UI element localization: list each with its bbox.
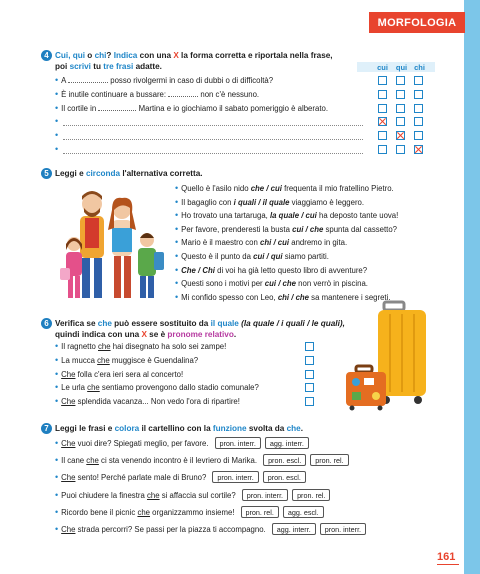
function-tag[interactable]: pron. rel.	[241, 506, 279, 518]
answer-blank[interactable]	[68, 76, 108, 83]
bullet-icon: •	[55, 144, 59, 154]
answer-blank[interactable]	[168, 90, 198, 97]
instr-part: adatte.	[133, 62, 162, 71]
checkbox-cui[interactable]	[378, 131, 387, 140]
sentence-text: ci sta venendo incontro è il levriero di Marika.	[98, 456, 258, 466]
exercise-number: 5	[41, 168, 52, 179]
bullet-icon: •	[55, 382, 59, 393]
checkbox-qui-checked[interactable]	[396, 131, 405, 140]
sentence-text: Mario è il maestro con	[181, 238, 261, 248]
sentence-text: si affaccia sul cortile?	[159, 490, 236, 500]
bullet-icon: •	[175, 291, 179, 302]
ex6-sentence	[55, 355, 198, 366]
family-illustration	[52, 178, 172, 306]
underlined-che: Che	[61, 369, 76, 379]
underlined-che: Che	[61, 439, 76, 448]
instr-part: ?	[106, 51, 114, 60]
bullet-icon: •	[175, 251, 179, 261]
bullet-icon: •	[55, 472, 59, 483]
instr-part: .	[233, 330, 237, 339]
instr-part: Indica	[113, 51, 138, 60]
bullet-icon: •	[175, 196, 179, 207]
sentence-text: sento! Perché parlate male di Bruno?	[75, 473, 207, 483]
sentence-text: sa mantenere i segreti.	[309, 292, 391, 302]
father-figure	[80, 191, 104, 298]
instr-part: la forma corretta e riportala nella frase,	[178, 51, 333, 60]
instr-part: che	[286, 424, 301, 433]
row-post: Martina e io giochiamo il sabato pomeriggio è alberato.	[136, 104, 328, 113]
bullet-icon: •	[55, 489, 59, 500]
ex5-sentence	[175, 278, 368, 289]
checkbox-chi[interactable]	[414, 90, 423, 99]
checkbox-chi[interactable]	[414, 76, 423, 85]
instr-part: chi	[94, 51, 107, 60]
instr-part: (la quale / i quali / le quali),	[238, 319, 345, 328]
ex7-sentence	[55, 455, 257, 466]
instr-part: o	[85, 51, 95, 60]
ex6-sentence	[55, 341, 226, 352]
bullet-icon: •	[55, 524, 59, 534]
ex4-free-row	[55, 130, 61, 141]
underlined-che: che	[146, 490, 160, 500]
sentence-text: spunta dal cassetto?	[323, 224, 397, 234]
sentence-text: muggisce è Guendalina?	[109, 355, 199, 365]
small-suitcase	[346, 366, 386, 411]
instr-part: può essere sostituito da	[111, 319, 211, 328]
sentence-text: sentiamo provengono dallo stadio comunale?	[99, 383, 259, 393]
sentence-text: Puoi chiudere la finestra	[61, 490, 147, 500]
instr-part: il quale	[210, 319, 239, 328]
sentence-text: viaggiamo è leggero.	[289, 197, 365, 207]
function-tag[interactable]: pron. escl.	[263, 471, 306, 483]
checkbox-qui[interactable]	[396, 90, 405, 99]
sentence-text: andremo in gita.	[289, 238, 348, 248]
instr-part: pronome relativo	[167, 330, 234, 339]
choice-options[interactable]: la quale / cui	[270, 211, 317, 221]
ex7-sentence	[55, 507, 235, 518]
bullet-icon: •	[55, 354, 59, 365]
choice-options[interactable]: chi / cui	[260, 238, 290, 248]
column-header-chi: chi	[414, 62, 425, 72]
ex4-free-row	[55, 116, 61, 127]
ex7-sentence	[55, 438, 209, 449]
function-tag[interactable]: pron. interr.	[212, 471, 258, 483]
free-sentence-line[interactable]	[63, 138, 363, 140]
checkbox-chi[interactable]	[414, 131, 423, 140]
instr-part: tu	[90, 62, 104, 71]
bullet-icon: •	[55, 368, 59, 379]
exercise-number: 4	[41, 50, 52, 61]
choice-options[interactable]: cui / qui	[253, 252, 283, 261]
column-header-cui: cui	[377, 62, 388, 72]
ex5-sentence	[175, 224, 397, 235]
exercise-4-instruction	[55, 50, 333, 72]
instr-part: poi	[55, 62, 70, 71]
instr-part: Verifica se	[55, 319, 98, 328]
sentence-text: Per favore, prenderesti la busta	[181, 224, 293, 234]
bullet-icon: •	[175, 183, 179, 193]
instr-part: X	[141, 330, 147, 339]
function-tag[interactable]: pron. rel.	[292, 489, 330, 501]
ex7-sentence	[55, 490, 236, 501]
bullet-icon: •	[55, 116, 59, 126]
underlined-che: che	[86, 456, 99, 466]
checkbox-chi-checked[interactable]	[414, 145, 423, 154]
checkbox-cui-checked[interactable]	[378, 117, 387, 126]
ex5-sentence	[175, 183, 394, 194]
bullet-icon: •	[55, 341, 59, 351]
bullet-icon: •	[175, 237, 179, 248]
sentence-text: siamo partiti.	[282, 252, 329, 261]
sentence-text: Mi confido spesso con Leo,	[181, 292, 278, 302]
ex6-sentence	[55, 382, 259, 393]
instr-part: svolta da	[246, 424, 287, 433]
sentence-text: non verrò in piscina.	[296, 279, 368, 289]
instr-part: quindi indica con una	[55, 330, 142, 339]
instr-part: colora	[114, 424, 140, 433]
sentence-text: Il cane	[61, 456, 87, 466]
girl-figure	[60, 237, 82, 298]
function-tag[interactable]: pron. interr.	[242, 489, 288, 501]
ex6-sentence	[55, 396, 240, 407]
exercise-7-instruction	[55, 423, 303, 434]
choice-options[interactable]: chi / che	[277, 292, 310, 302]
free-sentence-line[interactable]	[63, 152, 363, 154]
choice-options[interactable]: Che / Chi	[181, 265, 215, 275]
sentence-text: Questi sono i motivi per	[181, 279, 265, 289]
bullet-icon: •	[55, 103, 59, 113]
bullet-icon: •	[55, 89, 59, 99]
checkbox-qui[interactable]	[396, 117, 405, 126]
row-pre: È inutile continuare a bussare:	[61, 90, 169, 99]
relative-pronoun-checkbox[interactable]	[305, 383, 314, 392]
underlined-che: Che	[61, 525, 76, 534]
relative-pronoun-checkbox[interactable]	[305, 342, 314, 351]
bullet-icon: •	[175, 278, 179, 289]
bullet-icon: •	[55, 75, 59, 85]
instr-part: il cartellino con la	[139, 424, 213, 433]
function-tag[interactable]: agg. interr.	[265, 437, 309, 449]
sentence-text: La mucca	[61, 355, 98, 365]
page-number: 161	[437, 551, 456, 563]
page-edge-band	[464, 0, 480, 574]
function-tag[interactable]: pron. escl.	[263, 454, 306, 466]
underlined-che: che	[98, 342, 111, 351]
instr-part: Cui, qui	[55, 51, 86, 60]
instr-part: se è	[146, 330, 168, 339]
row-post: posso rivolgermi in caso di dubbi o di difficoltà?	[108, 76, 274, 85]
checkbox-chi[interactable]	[414, 117, 423, 126]
sentence-text: Ricordo bene il picnic	[61, 507, 138, 517]
bullet-icon: •	[175, 223, 179, 234]
checkbox-cui[interactable]	[378, 104, 387, 113]
underlined-che: che	[87, 383, 100, 393]
checkbox-qui[interactable]	[396, 145, 405, 154]
instr-part: .	[300, 424, 303, 433]
checkbox-cui[interactable]	[378, 145, 387, 154]
choice-options[interactable]: che / cui	[250, 184, 282, 193]
sentence-text: hai disegnato ha solo sei zampe!	[110, 342, 227, 351]
ex4-row	[55, 89, 259, 100]
free-sentence-line[interactable]	[63, 124, 363, 126]
instr-part: circonda	[85, 169, 121, 178]
sentence-text: di voi ha già letto questo libro di avventure?	[214, 265, 368, 275]
sentence-text: vuoi dire? Spiegati meglio, per favore.	[75, 439, 209, 448]
sentence-text: Le urla	[61, 383, 88, 393]
sentence-text: Questo è il punto da	[181, 252, 254, 261]
bullet-icon: •	[55, 455, 59, 466]
function-tag[interactable]: agg. escl.	[283, 506, 324, 518]
ex4-row	[55, 75, 273, 86]
bullet-icon: •	[175, 264, 179, 275]
checkbox-cui[interactable]	[378, 90, 387, 99]
ex5-sentence	[175, 265, 367, 276]
underlined-che: che	[97, 355, 110, 365]
ex7-sentence	[55, 472, 206, 483]
column-header-qui: qui	[395, 62, 408, 72]
underlined-che: Che	[61, 397, 76, 407]
choice-options[interactable]: cui / che	[292, 224, 324, 234]
boy-figure	[138, 233, 164, 298]
relative-pronoun-checkbox[interactable]	[305, 356, 314, 365]
ex5-sentence	[175, 251, 329, 262]
sentence-text: Ho trovato una tartaruga,	[181, 211, 271, 221]
choice-options[interactable]: cui / che	[264, 279, 296, 289]
exercise-6-instruction	[55, 318, 345, 340]
function-tag[interactable]: pron. interr.	[215, 437, 261, 449]
function-tag[interactable]: pron. rel.	[310, 454, 348, 466]
sentence-text: splendida vacanza... Non vedo l'ora di ripartire!	[75, 397, 240, 407]
sentence-text: organizzammo insieme!	[150, 507, 235, 517]
checkbox-cui[interactable]	[378, 76, 387, 85]
checkbox-qui[interactable]	[396, 76, 405, 85]
checkbox-chi[interactable]	[414, 104, 423, 113]
row-pre: Il cortile in	[61, 104, 99, 113]
ex4-row	[55, 103, 328, 114]
bullet-icon: •	[55, 130, 59, 140]
sentence-text: Quello è l'asilo nido	[181, 184, 251, 193]
page-number-underline	[437, 564, 459, 565]
sentence-text: Il bagaglio con	[181, 197, 234, 207]
section-tag: MORFOLOGIA	[369, 12, 465, 33]
instr-part: che	[97, 319, 112, 328]
instr-part: l'alternativa corretta.	[120, 169, 203, 178]
relative-pronoun-checkbox[interactable]	[305, 397, 314, 406]
ex6-sentence	[55, 369, 183, 380]
sentence-text: frequenta il mio fratellino Pietro.	[281, 184, 394, 193]
instr-part: X	[173, 51, 179, 60]
bullet-icon: •	[55, 438, 59, 448]
underlined-che: Che	[61, 473, 76, 483]
relative-pronoun-checkbox[interactable]	[305, 370, 314, 379]
bullet-icon: •	[55, 396, 59, 407]
instr-part: funzione	[212, 424, 247, 433]
instr-part: Leggi le frasi e	[55, 424, 115, 433]
ex4-free-row	[55, 144, 61, 155]
sentence-text: strada percorri? Se passi per la piazza ti accompagno.	[75, 525, 266, 534]
instr-part: Leggi e	[55, 169, 86, 178]
instr-part: scrivi	[69, 62, 91, 71]
function-tag[interactable]: agg. interr.	[272, 523, 316, 535]
sentence-text: folla c'era ieri sera al concerto!	[75, 369, 184, 379]
bullet-icon: •	[175, 210, 179, 221]
sentence-text: ha deposto tante uova!	[316, 211, 399, 221]
exercise-number: 7	[41, 423, 52, 434]
row-pre: A	[61, 76, 69, 85]
ex5-sentence	[175, 237, 347, 248]
row-post: non c'è nessuno.	[198, 90, 260, 99]
suitcases-illustration	[338, 300, 438, 412]
ex5-sentence	[175, 210, 398, 221]
choice-options[interactable]: i quali / il quale	[233, 197, 290, 207]
underlined-che: che	[137, 507, 151, 517]
ex7-sentence	[55, 524, 266, 535]
ex5-sentence	[175, 197, 364, 208]
checkbox-qui[interactable]	[396, 104, 405, 113]
mother-figure	[108, 198, 136, 298]
exercise-number: 6	[41, 318, 52, 329]
instr-part: tre frasi	[103, 62, 134, 71]
sentence-text: Il ragnetto	[61, 342, 98, 351]
instr-part: con una	[137, 51, 174, 60]
bullet-icon: •	[55, 506, 59, 517]
answer-blank[interactable]	[98, 104, 136, 111]
function-tag[interactable]: pron. interr.	[320, 523, 366, 535]
